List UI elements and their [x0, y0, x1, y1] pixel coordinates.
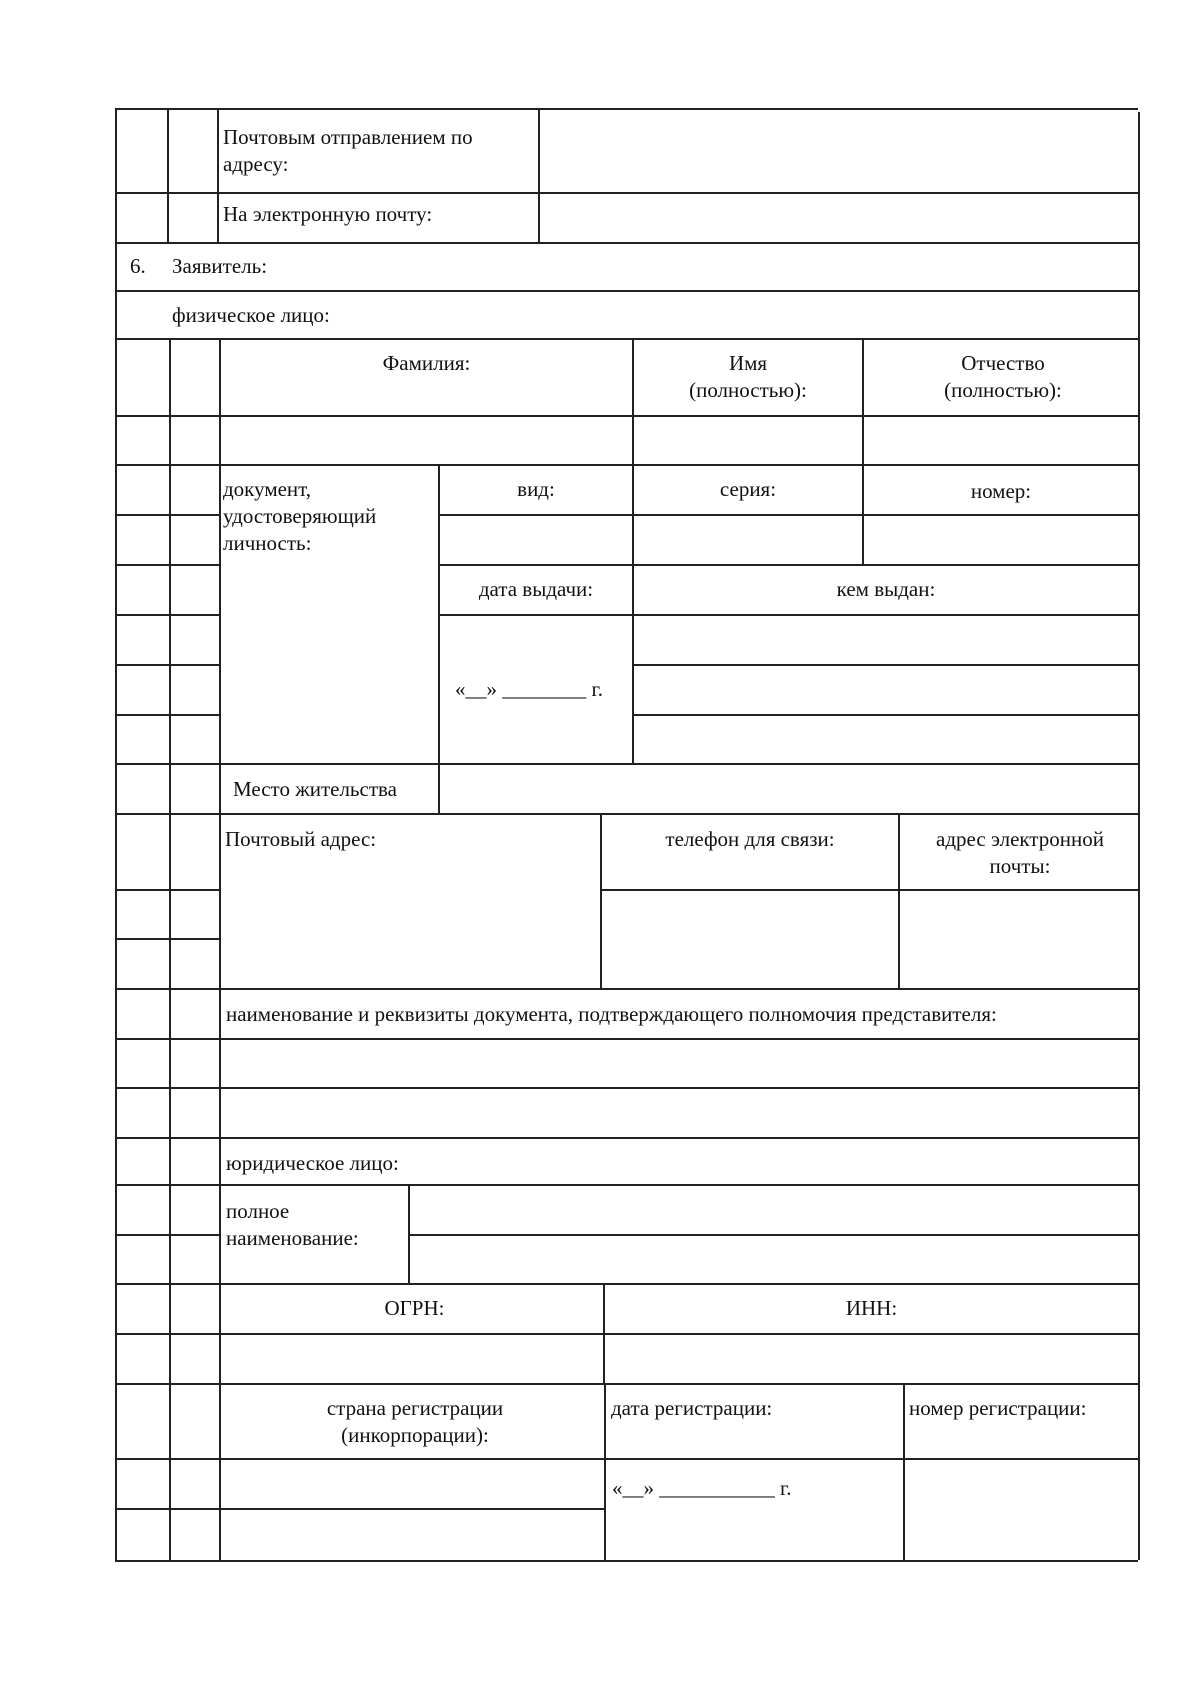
- issue-date-field[interactable]: «__» ________ г.: [455, 677, 603, 701]
- inn-field[interactable]: [605, 1335, 1137, 1382]
- phone-field[interactable]: [602, 891, 897, 987]
- row-line: [115, 813, 1138, 815]
- row-line: [115, 464, 1138, 466]
- issued-by-field[interactable]: [634, 616, 1137, 762]
- residence-label: Место жительства: [233, 777, 397, 801]
- inn-label: ИНН:: [845, 1296, 898, 1320]
- surname-field[interactable]: [221, 417, 631, 463]
- column-line: [217, 108, 219, 243]
- id-number-label: номер:: [970, 479, 1032, 503]
- reg-number-field[interactable]: [905, 1460, 1137, 1559]
- row-line: [115, 889, 219, 891]
- email-delivery-label: На электронную почту:: [223, 202, 433, 226]
- row-line: [115, 1234, 219, 1236]
- section-number: 6.: [130, 254, 146, 278]
- full-name-field[interactable]: [410, 1186, 1137, 1282]
- row-line: [115, 1560, 1138, 1562]
- column-line: [167, 108, 169, 243]
- row-line: [115, 664, 219, 666]
- row-line: [115, 988, 1138, 990]
- full-name-label: полное наименование:: [226, 1199, 359, 1250]
- row-line: [115, 514, 219, 516]
- contact-email-label: адрес электронной почты:: [936, 827, 1104, 878]
- id-type-label: вид:: [517, 477, 555, 501]
- outer-right-border: [1138, 112, 1140, 1560]
- row-line: [115, 938, 219, 940]
- contact-email-field[interactable]: [900, 891, 1137, 987]
- row-line: [115, 714, 219, 716]
- phone-label: телефон для связи:: [665, 827, 835, 851]
- issued-by-label: кем выдан:: [836, 577, 936, 601]
- issue-date-label: дата выдачи:: [478, 577, 594, 601]
- row-line: [115, 242, 1138, 244]
- row-line: [115, 290, 1138, 292]
- id-document-label: документ, удостоверяющий личность:: [223, 477, 377, 555]
- first-name-label: Имя (полностью):: [689, 351, 807, 402]
- id-number-field[interactable]: [864, 516, 1137, 563]
- row-line: [115, 1137, 1138, 1139]
- id-series-field[interactable]: [634, 516, 861, 563]
- surname-label: Фамилия:: [382, 351, 471, 375]
- id-type-field[interactable]: [440, 516, 631, 563]
- patronymic-field[interactable]: [864, 417, 1137, 463]
- row-line: [438, 564, 1138, 566]
- postal-address-label: Почтовый адрес:: [225, 827, 377, 851]
- row-line: [115, 564, 219, 566]
- individual-title: физическое лицо:: [172, 303, 330, 327]
- postal-delivery-label: Почтовым отправлением по адресу:: [223, 125, 473, 176]
- authority-document-field[interactable]: [221, 1040, 1137, 1136]
- authority-document-label: наименование и реквизиты документа, подтверждающего полномочия представителя:: [226, 1002, 997, 1026]
- section-title: Заявитель:: [172, 254, 268, 278]
- id-series-label: серия:: [719, 477, 777, 501]
- row-line: [115, 338, 1138, 340]
- first-name-field[interactable]: [634, 417, 861, 463]
- postal-delivery-address-field[interactable]: [540, 110, 1136, 191]
- outer-left-border: [115, 108, 117, 1560]
- country-field[interactable]: [221, 1460, 603, 1559]
- reg-date-label: дата регистрации:: [611, 1396, 773, 1420]
- ogrn-field[interactable]: [221, 1335, 602, 1382]
- reg-number-label: номер регистрации:: [909, 1396, 1087, 1420]
- residence-field[interactable]: [440, 765, 1137, 812]
- column-line: [169, 338, 171, 1560]
- column-line: [604, 1383, 606, 1560]
- ogrn-label: ОГРН:: [384, 1296, 445, 1320]
- reg-date-field[interactable]: «__» ___________ г.: [612, 1476, 792, 1500]
- legal-entity-title: юридическое лицо:: [226, 1151, 399, 1175]
- patronymic-label: Отчество (полностью):: [944, 351, 1062, 402]
- country-label: страна регистрации (инкорпорации):: [326, 1396, 504, 1447]
- row-line: [115, 1383, 1138, 1385]
- row-line: [115, 1283, 1138, 1285]
- row-line: [115, 614, 219, 616]
- delivery-email-field[interactable]: [540, 194, 1136, 241]
